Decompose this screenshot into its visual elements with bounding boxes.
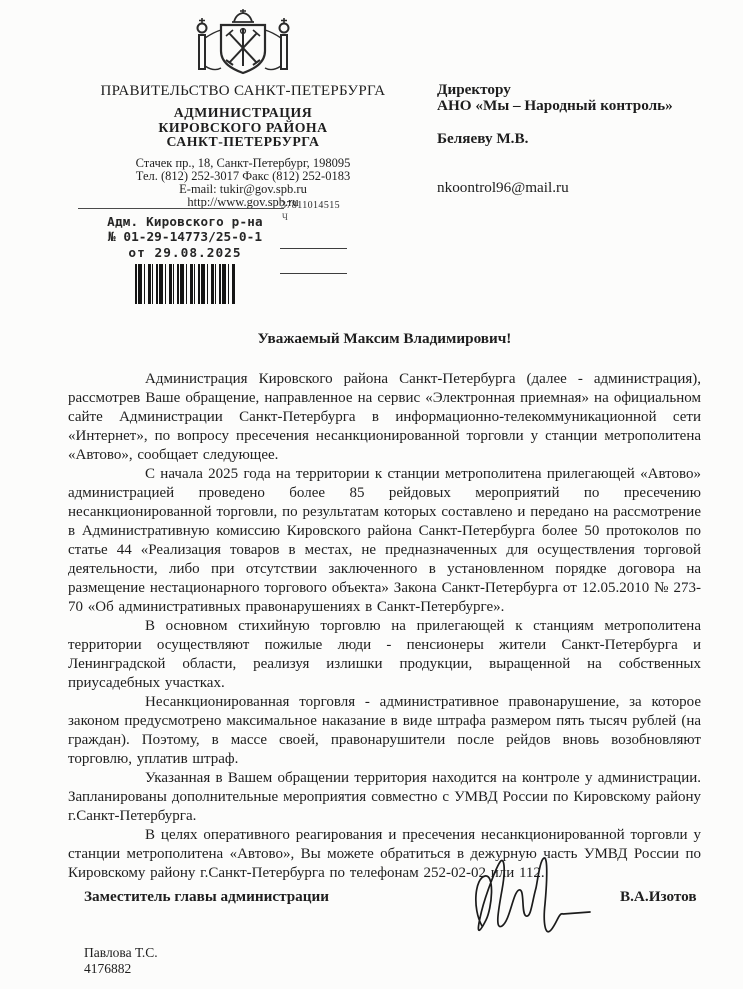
executor-block — [84, 945, 158, 976]
body-paragraph: Несанкционированная торговля - административное правонарушение, за которое законом предусмотрено максимальное наказание в виде штрафа размером пять тысяч рублей (на граждан). Поэтому, в массе своей, правонарушители после рейдов вновь возобновляют торговлю, уплатив штраф. — [68, 694, 701, 767]
recipient-email: nkoontrol96@mail.ru — [437, 179, 569, 197]
executor-name: Павлова Т.С. — [84, 945, 158, 960]
body-paragraph: Указанная в Вашем обращении территория находится на контроле у администрации. Запланированы дополнительные мероприятия совместно с УМВД России по Кировскому району г.Санкт-Петербурга. — [68, 770, 701, 824]
doc-code: 37811014515 — [281, 200, 341, 211]
recipient-block — [437, 82, 673, 196]
doc-code-mark: Ч — [282, 212, 288, 222]
registration-stamp — [100, 214, 270, 304]
org-line-1: АДМИНИСТРАЦИЯ — [173, 105, 313, 120]
signature-title: Заместитель главы администрации — [84, 888, 330, 905]
fill-line — [280, 273, 347, 274]
recipient-title: Директору — [437, 81, 511, 98]
letterhead — [88, 8, 398, 209]
letterhead-phone-fax: Тел. (812) 252-3017 Факс (812) 252-0183 — [135, 168, 351, 183]
org-line-2: КИРОВСКОГО РАЙОНА — [158, 119, 328, 135]
letterhead-address: Стачек пр., 18, Санкт-Петербург, 198095 — [135, 155, 351, 170]
letterhead-org-name — [88, 106, 398, 150]
letterhead-divider — [78, 208, 284, 209]
stamp-org: Адм. Кировского р-на — [107, 214, 263, 229]
org-line-3: САНКТ-ПЕТЕРБУРГА — [166, 134, 320, 150]
letterhead-email: E-mail: tukir@gov.spb.ru — [179, 181, 307, 196]
fill-line — [280, 248, 347, 249]
stamp-date: от 29.08.2025 — [128, 246, 242, 261]
stamp-number: № 01-29-14773/25-0-1 — [107, 230, 263, 245]
recipient-name: Беляеву М.В. — [437, 129, 529, 147]
letter-body — [68, 330, 701, 883]
handwritten-signature-icon — [466, 850, 594, 942]
body-paragraph: В основном стихийную торговлю на прилегающей к станциям метрополитена территории осуществляют пожилые люди - пенсионеры жители Санкт-Петербурга и Ленинградской области, реализуя излишки продукции, выращенной на собственных приусадебных участках. — [68, 618, 701, 691]
signer-name: В.А.Изотов — [620, 888, 697, 905]
executor-phone: 4176882 — [84, 960, 132, 976]
letterhead-website: http://www.gov.spb.ru — [187, 194, 299, 209]
salutation: Уважаемый Максим Владимирович! — [257, 330, 512, 347]
recipient-org: АНО «Мы – Народный контроль» — [437, 96, 673, 114]
coat-of-arms-icon — [188, 8, 298, 80]
body-paragraph: В целях оперативного реагирования и пресечения несанкционированной торговли у станции метрополитена «Автово», Вы можете обратиться в дежурную часть УМВД России по Кировскому району г.Санкт-Петербурга по телефонам 252-02-02 или 112. — [68, 827, 701, 881]
body-paragraph: Администрация Кировского района Санкт-Петербурга (далее - администрация), рассмотрев Ваше обращение, направленное на сервис «Электронная приемная» на официальном сайте Администрации Санкт-Петербурга в информационно-телекоммуникационной сети «Интернет», по вопросу пресечения несанкционированной торговли у станции метрополитена «Автово», сообщает следующее. — [68, 371, 701, 463]
letterhead-contacts — [88, 157, 398, 209]
body-paragraph: С начала 2025 года на территории к станции метрополитена прилегающей «Автово» администрацией проведено более 85 рейдовых мероприятий по пресечению несанкционированной торговли, по результатам которых составлено и передано на рассмотрение в Административную комиссию Кировского района Санкт-Петербурга более 50 протоколов по статье 44 «Реализация товаров в местах, не предназначенных для осуществления торговой деятельности, либо при отсутствии заключенного в установленном порядке договора на размещение нестационарного торгового объекта» Закона Санкт-Петербурга от 12.05.2010 № 273-70 «Об административных правонарушениях в Санкт-Петербурге». — [68, 466, 701, 615]
letterhead-government-line: ПРАВИТЕЛЬСТВО САНКТ-ПЕТЕРБУРГА — [100, 83, 386, 99]
barcode — [135, 264, 235, 304]
